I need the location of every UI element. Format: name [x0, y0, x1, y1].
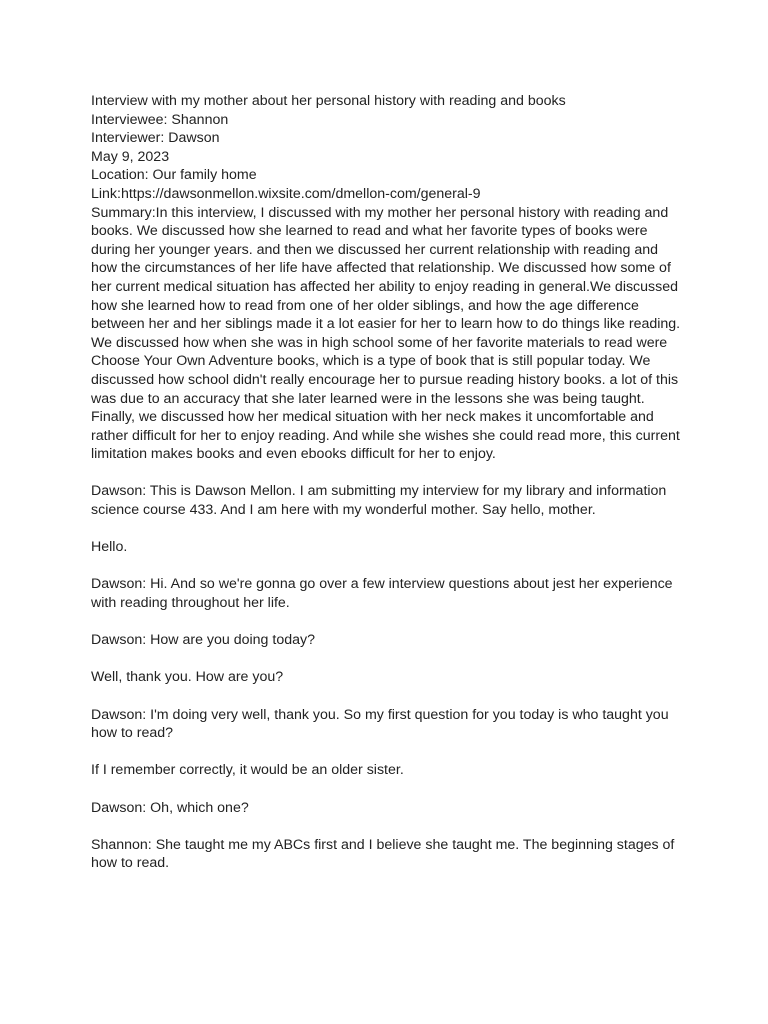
transcript-paragraph: Dawson: How are you doing today?: [91, 632, 315, 649]
transcript-paragraph: If I remember correctly, it would be an older sister.: [91, 762, 404, 779]
interviewer-line: Interviewer: Dawson: [91, 130, 220, 147]
transcript-paragraph: Dawson: This is Dawson Mellon. I am submitting my interview for my library and information science course 433. And I am here with my wonderful mother. Say hello, mother.: [91, 483, 667, 519]
transcript-paragraph: Hello.: [91, 539, 128, 556]
link-line: Link:https://dawsonmellon.wixsite.com/dmellon-com/general-9: [91, 185, 481, 202]
transcript-paragraph: Dawson: Oh, which one?: [91, 799, 249, 816]
document-title: Interview with my mother about her personal history with reading and books: [91, 93, 566, 109]
transcript-paragraph: Dawson: I'm doing very well, thank you. So my first question for you today is who taught you how to read?: [91, 706, 669, 742]
interviewee-line: Interviewee: Shannon: [91, 111, 229, 128]
location-line: Location: Our family home: [91, 167, 257, 184]
summary-paragraph: Summary:In this interview, I discussed with my mother her personal history with reading and books. We discussed how she learned to read and what her favorite types of books were during her younger years. and then we discussed her current relationship with reading and how the circumstances of her life have affected that relationship. We discussed how some of her current medical situation has affected her ability to enjoy reading in general.We discussed how she learned how to read from one of her older siblings, and how the age difference between her and her siblings made it a lot easier for her to learn how to do things like reading. We discussed how when she was in high school some of her favorite materials to read were Choose Your Own Adventure books, which is a type of book that is still popular today. We discussed how school didn't really encourage her to pursue reading history books. a lot of this was due to an accuracy that she later learned were in the lessons she was being taught. Finally, we discussed how her medical situation with her neck makes it uncomfortable and rather difficult for her to enjoy reading. And while she wishes she could read more, this current limitation makes books and even ebooks difficult for her to enjoy.: [91, 204, 681, 463]
transcript-paragraph: Well, thank you. How are you?: [91, 669, 284, 686]
date-line: May 9, 2023: [91, 148, 170, 165]
document-page: [91, 92, 683, 873]
transcript-paragraph: Shannon: She taught me my ABCs first and I believe she taught me. The beginning stages of how to read.: [91, 836, 675, 872]
transcript-paragraph: Dawson: Hi. And so we're gonna go over a few interview questions about jest her experience with reading throughout her life.: [91, 576, 673, 612]
